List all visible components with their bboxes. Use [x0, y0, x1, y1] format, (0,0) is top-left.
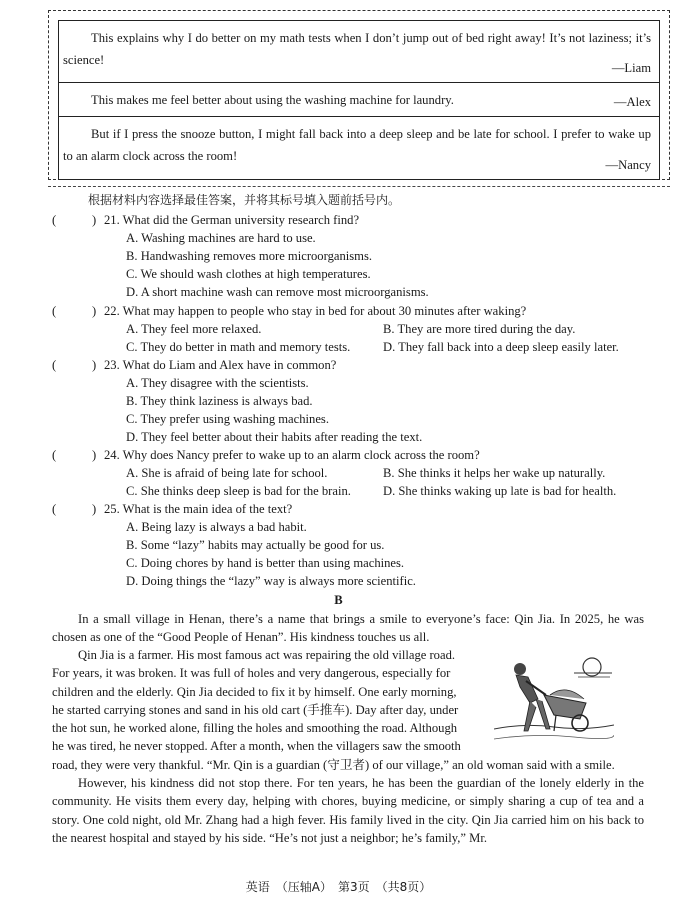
paragraph-line: he started carrying stones and sand in his old cart (手推车). Day after day, under — [52, 702, 459, 717]
answer-paren-left[interactable]: ( — [52, 213, 57, 227]
option-b: B. Handwashing removes more microorganisms. — [126, 249, 373, 263]
option-a: A. Washing machines are hard to use. — [126, 231, 316, 245]
option-a: A. Being lazy is always a bad habit. — [126, 520, 307, 534]
answer-paren-right: ) — [92, 213, 97, 227]
man-pushing-wheelbarrow-illustration — [494, 643, 614, 751]
paragraph-line: children and the elderly. Qin Jia decided to fix it by himself. One early morning, — [52, 684, 457, 699]
option-d: D. She thinks waking up late is bad for health. — [383, 484, 617, 498]
question-24 — [52, 446, 652, 500]
quote-text: This explains why I do better on my math tests when I don’t jump out of bed right away! It’s not laziness; it’s science! — [63, 31, 651, 67]
option-d: D. Doing things the “lazy” way is always more scientific. — [126, 574, 416, 588]
answer-paren-right: ) — [92, 358, 97, 372]
option-b: B. She thinks it helps her wake up naturally. — [383, 466, 606, 480]
answer-paren-right: ) — [92, 448, 97, 462]
quote-liam — [59, 21, 659, 83]
answer-paren-left[interactable]: ( — [52, 448, 57, 462]
option-d: D. They feel better about their habits after reading the text. — [126, 430, 423, 444]
paragraph-text: In a small village in Henan, there’s a name that brings a smile to everyone’s face: Qin Jia. In 2025, he was chosen as one of the “Good People of Henan”. His kindness touches us all. — [52, 612, 644, 645]
option-d: D. A short machine wash can remove most microorganisms. — [126, 285, 429, 299]
answer-paren-left[interactable]: ( — [52, 304, 57, 318]
paragraph-line: he was tired, he never stopped. After a month, when the villagers saw the smooth — [52, 739, 461, 754]
question-stem: 24. Why does Nancy prefer to wake up to an alarm clock across the room? — [104, 448, 480, 462]
option-b: B. They think laziness is always bad. — [126, 394, 313, 408]
question-23 — [52, 356, 652, 446]
option-d: D. They fall back into a deep sleep easily later. — [383, 340, 619, 354]
answer-paren-left[interactable]: ( — [52, 502, 57, 516]
answer-paren-left[interactable]: ( — [52, 358, 57, 372]
paragraph-line: the hot sun, he worked alone, filling the holes and smoothing the road. Although — [52, 721, 458, 736]
section-heading: B — [334, 593, 343, 607]
quote-table — [58, 20, 660, 180]
option-b: B. They are more tired during the day. — [383, 322, 576, 336]
passage-paragraph-3 — [52, 774, 644, 847]
option-c: C. They prefer using washing machines. — [126, 412, 329, 426]
answer-paren-right: ) — [92, 304, 97, 318]
question-22 — [52, 302, 652, 356]
quote-alex — [59, 83, 659, 117]
answer-paren-right: ) — [92, 502, 97, 516]
option-c: C. She thinks deep sleep is bad for the brain. — [126, 484, 351, 498]
paragraph-text: road, they were very thankful. “Mr. Qin is a guardian (守卫者) of our village,” an old woman said with a smile. — [52, 758, 615, 772]
option-c: C. Doing chores by hand is better than using machines. — [126, 556, 405, 570]
instruction-text: 根据材料内容选择最佳答案，并将其标号填入题前括号内。 — [88, 193, 401, 207]
dashed-divider — [48, 186, 670, 187]
option-a: A. She is afraid of being late for school. — [126, 466, 328, 480]
quote-author: —Liam — [611, 61, 651, 75]
question-stem: 25. What is the main idea of the text? — [104, 502, 293, 516]
question-stem: 22. What may happen to people who stay in bed for about 30 minutes after waking? — [104, 304, 527, 318]
paragraph-text: However, his kindness did not stop there. For ten years, he has been the guardian of the lonely elderly in the community. He visits them every day, helping with chores, buying medicine, or simply sharing a cup of tea and a story. One cold night, old Mr. Zhang had a high fever. His family lived in the city. Qin Jia carried him on his back to the nearest hospital and stayed by his side. “He’s not just a neighbor; he’s family,” Mr. — [52, 776, 644, 845]
passage-paragraph-2-end — [52, 756, 644, 774]
question-21 — [52, 211, 652, 301]
question-stem: 23. What do Liam and Alex have in common? — [104, 358, 337, 372]
option-c: C. They do better in math and memory tests. — [126, 340, 351, 354]
option-a: A. They feel more relaxed. — [126, 322, 262, 336]
quote-author: —Alex — [613, 95, 651, 109]
quote-text: But if I press the snooze button, I might fall back into a deep sleep and be late for school. I prefer to wake up to an alarm clock across the room! — [63, 127, 651, 163]
quote-author: —Nancy — [605, 158, 651, 172]
option-a: A. They disagree with the scientists. — [126, 376, 309, 390]
question-25 — [52, 500, 652, 590]
passage-paragraph-1 — [52, 610, 644, 647]
option-b: B. Some “lazy” habits may actually be good for us. — [126, 538, 385, 552]
option-c: C. We should wash clothes at high temperatures. — [126, 267, 371, 281]
question-stem: 21. What did the German university research find? — [104, 213, 360, 227]
page-footer: 英语 （压轴A） 第3页 （共8页） — [245, 880, 432, 894]
quote-nancy — [59, 117, 659, 179]
quote-text: This makes me feel better about using the washing machine for laundry. — [91, 93, 454, 107]
passage-paragraph-2 — [52, 646, 492, 756]
paragraph-line: Qin Jia is a farmer. His most famous act was repairing the old village road. — [78, 648, 456, 662]
paragraph-line: For years, it was broken. It was full of holes and very dangerous, especially for — [52, 666, 451, 681]
